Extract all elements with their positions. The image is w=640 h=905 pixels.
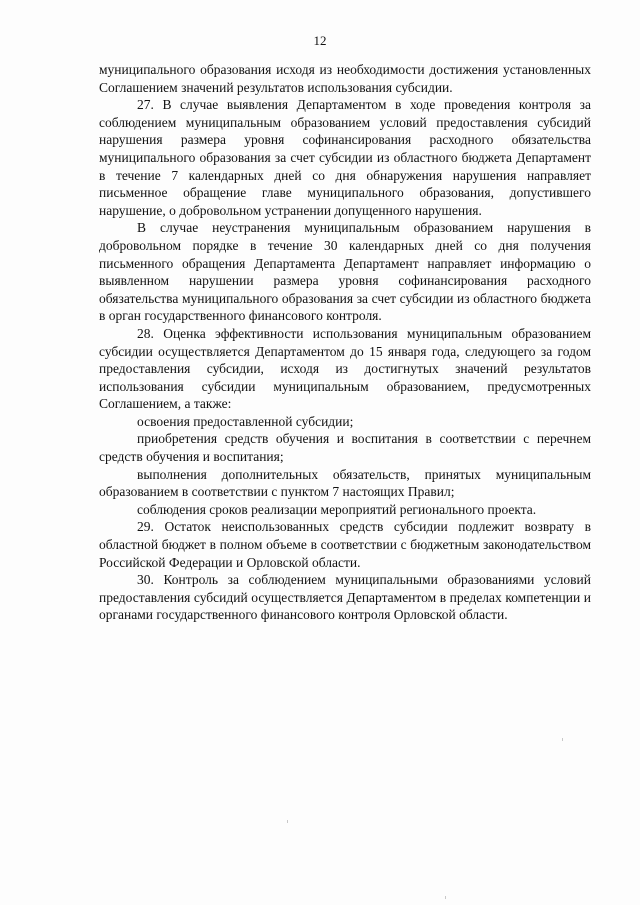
scan-speck <box>287 820 288 823</box>
document-body <box>99 61 591 624</box>
list-item-deadlines: соблюдения сроков реализации мероприятий регионального проекта. <box>137 501 537 517</box>
list-item-subsidy-use: освоения предоставленной субсидии; <box>137 413 354 429</box>
list-item-obligations: выполнения дополнительных обязательств, принятых муниципальным образованием в соответствии с пунктом 7 настоящих Правил; <box>99 466 591 500</box>
paragraph-non-elimination: В случае неустранения муниципальным образованием нарушения в добровольном порядке в течение 30 календарных дней со дня получения письменного обращения Департамента Департамент направляет информацию о выявленном нарушении размера уровня софинансирования расходного обязательства муниципального образования за счет субсидии из областного бюджета в орган государственного финансового контроля. <box>99 220 591 324</box>
scan-speck <box>445 896 446 899</box>
list-item-acquisition: приобретения средств обучения и воспитания в соответствии с перечнем средств обучения и воспитания; <box>99 431 591 465</box>
paragraph-clause-28: 28. Оценка эффективности использования муниципальным образованием субсидии осуществляется Департаментом до 15 января года, следующего за годом предоставления субсидии, исходя из достигнутых значений результатов использования субсидии муниципальным образованием, предусмотренных Соглашением, а также: <box>99 325 591 412</box>
paragraph-clause-27: 27. В случае выявления Департаментом в ходе проведения контроля за соблюдением муниципальным образованием условий предоставления субсидий нарушения размера уровня софинансирования расходного обязательства муниципального образования за счет субсидии из областного бюджета Департамент в течение 7 календарных дней со дня обнаружения нарушения направляет письменное обращение главе муниципального образования, допустившего нарушение, о добровольном устранении допущенного нарушения. <box>99 97 591 218</box>
paragraph-clause-29: 29. Остаток неиспользованных средств субсидии подлежит возврату в областной бюджет в полном объеме в соответствии с бюджетным законодательством Российской Федерации и Орловской области. <box>99 519 591 570</box>
page-number: 12 <box>313 33 327 48</box>
paragraph-clause-30: 30. Контроль за соблюдением муниципальными образованиями условий предоставления субсидий осуществляется Департаментом в пределах компетенции и органами государственного финансового контроля Орловской области. <box>99 572 591 623</box>
paragraph-continuation: муниципального образования исходя из необходимости достижения установленных Соглашением значений результатов использования субсидии. <box>99 62 591 95</box>
scan-speck <box>562 738 563 741</box>
